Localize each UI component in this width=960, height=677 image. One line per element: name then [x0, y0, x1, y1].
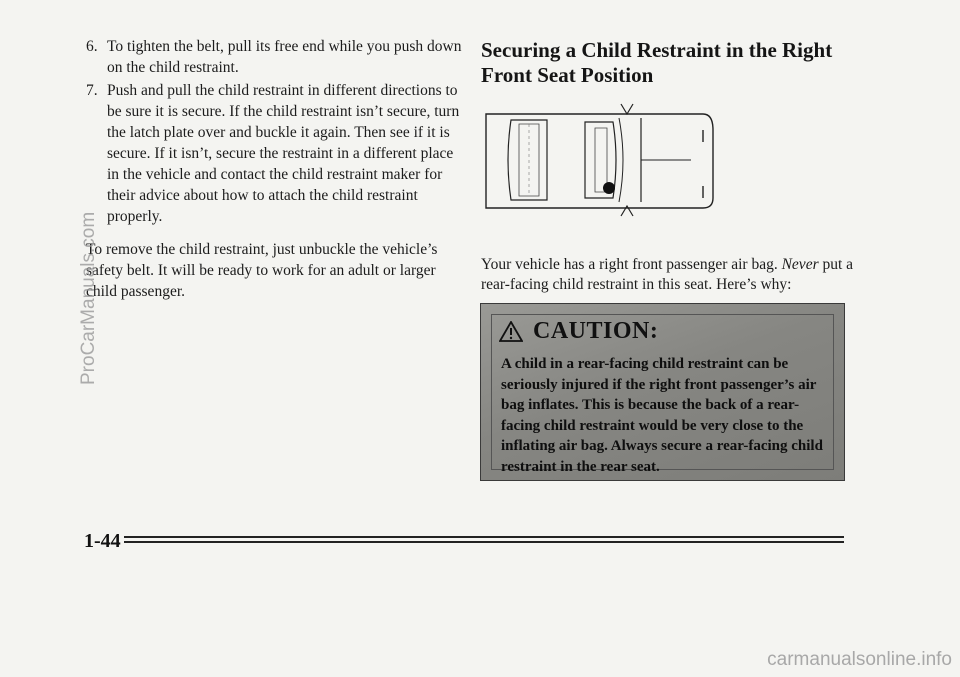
- emphasis-never: Never: [781, 256, 819, 273]
- airbag-intro: [481, 255, 861, 295]
- side-watermark: ProCarManuals.com: [78, 211, 99, 385]
- caution-title: CAUTION:: [533, 318, 659, 344]
- section-heading: Securing a Child Restraint in the Right Front Seat Position: [481, 38, 833, 87]
- warning-triangle-icon: [499, 321, 523, 342]
- vehicle-seat-diagram: [481, 100, 721, 220]
- intro-text: Your vehicle has a right front passenger air bag.: [481, 256, 778, 273]
- right-column: [481, 38, 851, 88]
- body-paragraph: To remove the child restraint, just unbuckle the vehicle’s safety belt. It will be ready to work for an adult or larger child passenger.: [86, 241, 438, 300]
- list-number: 6.: [86, 38, 98, 55]
- caution-box: [480, 303, 845, 481]
- corner-watermark: carmanualsonline.info: [767, 649, 952, 670]
- caution-text: A child in a rear-facing child restraint can be seriously injured if the right front passenger’s air bag inflates. This is because the back of a rear-facing child restraint would be very close to the inflating air bag. Always secure a rear-facing child restraint in the rear seat.: [501, 356, 823, 475]
- list-item: [86, 80, 468, 227]
- list-number: 7.: [86, 82, 98, 99]
- page-number: 1-44: [84, 530, 121, 552]
- caution-header: [499, 318, 658, 345]
- left-column: [86, 36, 468, 302]
- intro-text-end: put a rear-facing child restraint in this seat. Here’s why:: [481, 256, 854, 293]
- list-text: Push and pull the child restraint in different directions to be sure it is secure. If the child restraint isn’t secure, turn the latch plate over and buckle it again. Then see if it is secure. If it isn’t, secure the restraint in a different place in the vehicle and contact the child restraint maker for their advice about how to attach the child restraint properly.: [107, 82, 460, 225]
- page-footer: [84, 530, 844, 550]
- list-text: To tighten the belt, pull its free end while you push down on the child restraint.: [107, 38, 462, 76]
- footer-rule: [124, 541, 844, 543]
- footer-rule: [124, 536, 844, 538]
- list-item: [86, 36, 468, 78]
